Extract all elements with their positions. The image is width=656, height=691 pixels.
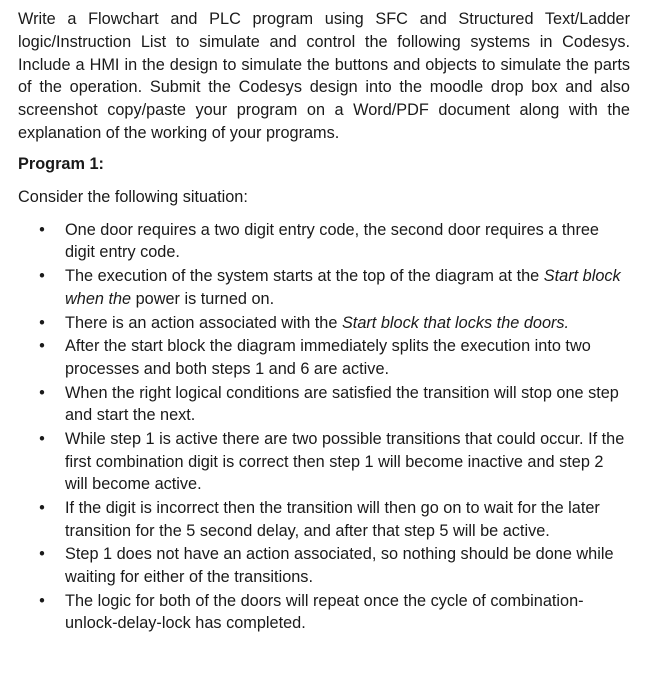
list-item [18, 335, 630, 380]
program-heading: Program 1: [18, 154, 104, 173]
requirements-list [18, 219, 630, 635]
list-item [18, 543, 630, 588]
list-item-text: After the start block the diagram immediately splits the execution into two processes and both steps 1 and 6 are active. [65, 337, 591, 378]
list-item-text-italic: Start block when the [65, 267, 621, 308]
bullet-icon: • [39, 267, 45, 286]
list-item-text-plain: There is an action associated with the [65, 313, 342, 332]
list-item [18, 590, 630, 635]
list-item [18, 219, 630, 264]
bullet-icon: • [39, 430, 45, 449]
list-item [18, 382, 630, 427]
list-item [18, 312, 630, 335]
list-item-text: Step 1 does not have an action associated, so nothing should be done while waiting for either of the transitions. [65, 545, 614, 586]
bullet-icon: • [39, 499, 45, 518]
list-item-text: When the right logical conditions are satisfied the transition will stop one step and start the next. [65, 383, 619, 425]
list-item-text: One door requires a two digit entry code, the second door requires a three digit entry code. [65, 220, 599, 262]
bullet-icon: • [39, 337, 45, 356]
bullet-icon: • [39, 313, 45, 332]
list-item [18, 428, 630, 496]
list-item-text: If the digit is incorrect then the transition will then go on to wait for the later transition for the 5 second delay, and after that step 5 will be active. [65, 499, 600, 540]
situation-lead: Consider the following situation: [18, 187, 248, 206]
list-item-text-plain: power is turned on. [131, 289, 275, 308]
list-item-text-italic: Start block that locks the doors. [341, 313, 570, 332]
list-item-text [65, 314, 569, 332]
list-item-text: The logic for both of the doors will repeat once the cycle of combination-unlock-delay-lock has completed. [65, 591, 584, 633]
bullet-icon: • [39, 545, 45, 564]
list-item-text: While step 1 is active there are two possible transitions that could occur. If the first combination digit is correct then step 1 will become inactive and step 2 will become active. [65, 430, 625, 494]
list-item-text [65, 267, 621, 308]
list-item-text-plain: The execution of the system starts at the top of the diagram at the [65, 267, 544, 286]
bullet-icon: • [39, 591, 45, 610]
list-item [18, 497, 630, 542]
list-item [18, 265, 630, 310]
bullet-icon: • [39, 383, 45, 402]
assignment-instructions: Write a Flowchart and PLC program using SFC and Structured Text/Ladder logic/Instruction List to simulate and control the following systems in Codesys. Include a HMI in the design to simulate the buttons and objects to simulate the parts of the operation. Submit the Codesys design into the moodle drop box and also screenshot copy/paste your program on a Word/PDF document along with the explanation of the working of your programs. [18, 10, 630, 142]
bullet-icon: • [39, 220, 45, 239]
